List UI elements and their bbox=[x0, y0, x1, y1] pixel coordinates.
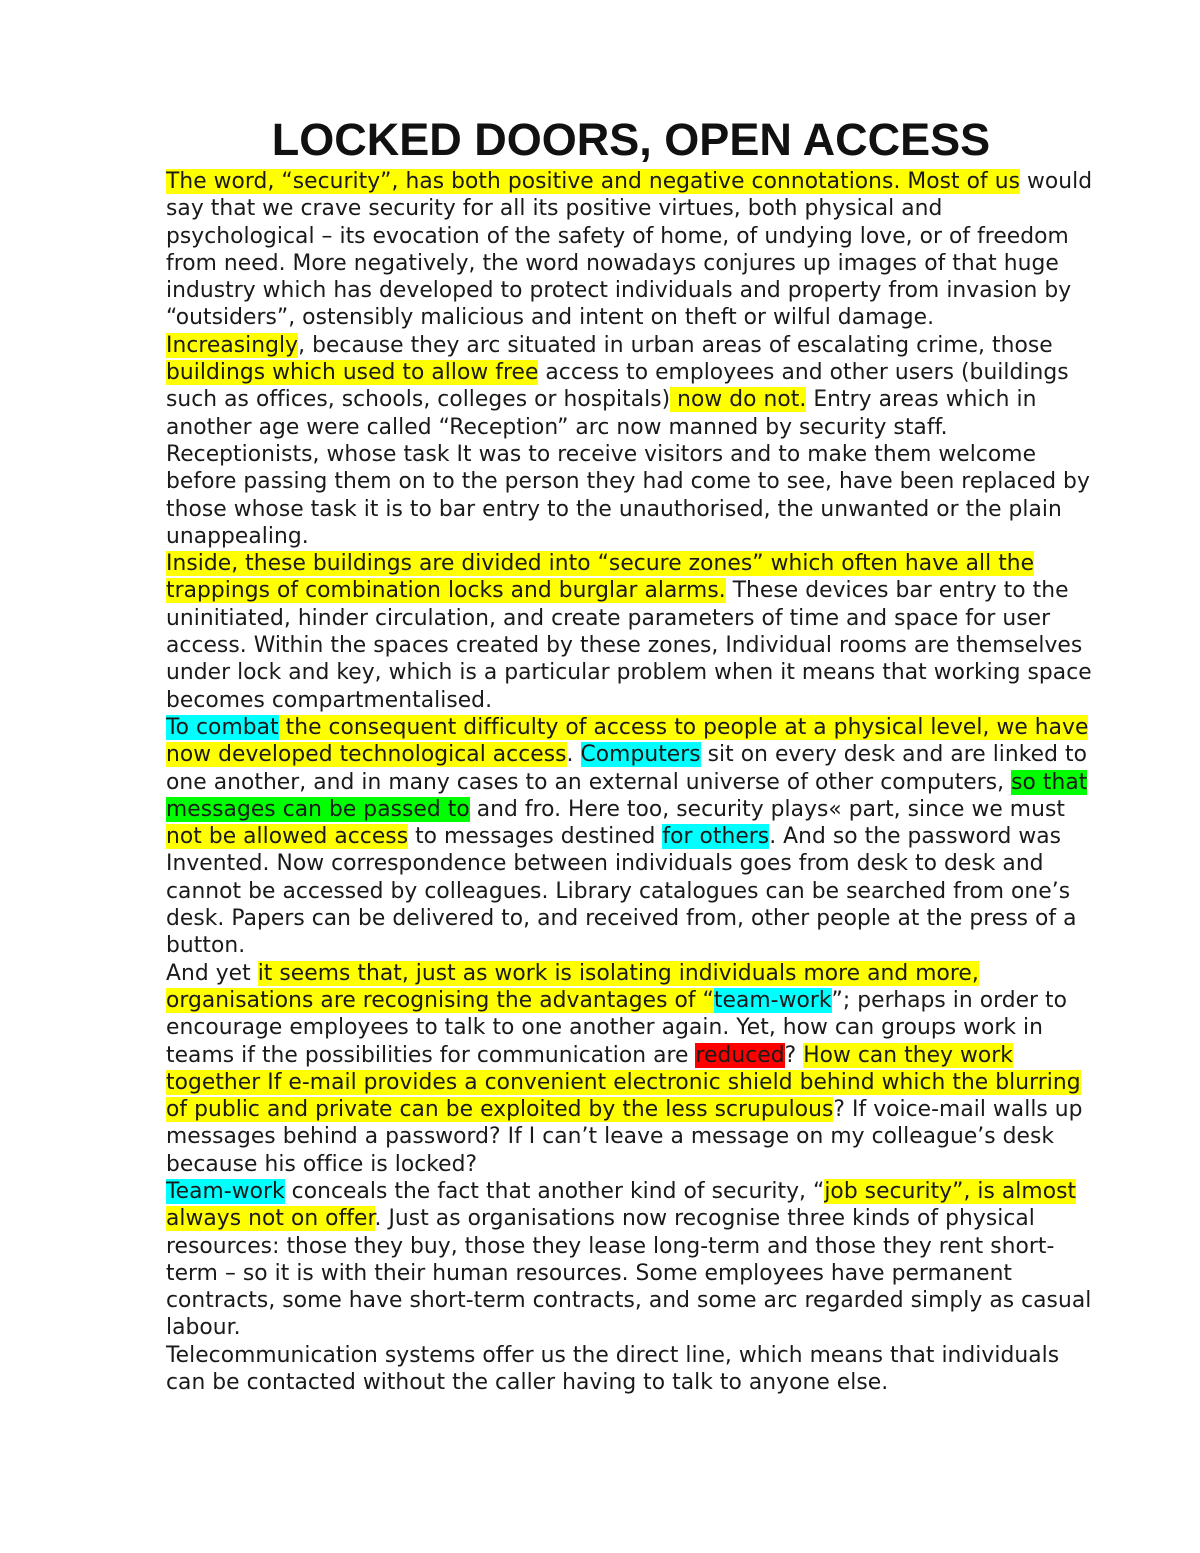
yellow-highlighted-text: The word, “security”, has both positive and negative connotations. Most of us bbox=[166, 169, 1020, 194]
red-highlighted-text: reduced bbox=[695, 1042, 785, 1068]
text-run: would say that we crave security for all its positive virtues, both physical and psychological – its evocation of the safety of home, of undying love, or of freedom from need. More negatively, the word nowadays conjures up images of that huge industry which has developed to protect individuals and property from invasion by “outsiders”, ostensibly malicious and intent on theft or wilful damage. bbox=[166, 169, 1093, 331]
document-title: LOCKED DOORS, OPEN ACCESS bbox=[271, 114, 991, 165]
paragraph bbox=[166, 960, 1096, 1178]
text-run: Telecommunication systems offer us the direct line, which means that individuals can be contacted without the caller having to talk to anyone else. bbox=[166, 1342, 1060, 1396]
text-run: to messages destined bbox=[408, 824, 663, 850]
cyan-highlighted-text: Team-work bbox=[166, 1178, 285, 1204]
text-run: These devices bar entry to the uninitiated, hinder circulation, and create parameters of time and space for user access. Within the spaces created by these zones, Individual rooms are themselves under lock and key, which is a particular problem when it means that working space becomes compartmentalised. bbox=[166, 578, 1092, 713]
cyan-highlighted-text: team-work bbox=[713, 987, 832, 1013]
paragraph bbox=[166, 1342, 1096, 1397]
paragraph bbox=[166, 1178, 1096, 1342]
cyan-highlighted-text: for others bbox=[662, 824, 770, 850]
paragraph bbox=[166, 550, 1096, 714]
yellow-highlighted-text: now do not. bbox=[670, 387, 807, 413]
cyan-highlighted-text: To combat bbox=[166, 714, 279, 740]
cyan-highlighted-text: Computers bbox=[580, 742, 701, 768]
text-run: . bbox=[566, 742, 581, 768]
yellow-highlighted-text: Increasingly bbox=[166, 332, 299, 358]
yellow-highlighted-text: the consequent difficulty of access to people at a physical level, we have now developed technological access bbox=[166, 714, 1089, 768]
yellow-highlighted-text: it seems that, just as work is isolating individuals more and more, organisations are recognising the advantages of “ bbox=[166, 960, 979, 1013]
document-page bbox=[166, 112, 1096, 1396]
text-run: sit on every desk and are linked to one another, and in many cases to an external universe of other computers, bbox=[166, 742, 1087, 795]
text-run: conceals the fact that another kind of security, “ bbox=[284, 1178, 825, 1204]
text-run: Entry areas which in another age were called “Reception” arc now manned by security staff. Receptionists, whose task It was to receive visitors and to make them welcome before passing them on to the person they had come to see, have been replaced by those whose task it is to bar entry to the unauthorised, the unwanted or the plain unappealing. bbox=[166, 387, 1090, 549]
yellow-highlighted-text: Inside, these buildings are divided into “secure zones” which often have all the trappings of combination locks and burglar alarms. bbox=[166, 551, 1035, 604]
text-run: ”; perhaps in order to encourage employees to talk to one another again. Yet, how can groups work in teams if the possibilities for communication are bbox=[166, 987, 1068, 1068]
yellow-highlighted-text: not be allowed access bbox=[166, 824, 409, 850]
yellow-highlighted-text: job security”, is almost always not on offer bbox=[166, 1178, 1077, 1232]
text-run: ? bbox=[784, 1042, 804, 1068]
paragraph bbox=[166, 332, 1096, 550]
text-run: . Just as organisations now recognise three kinds of physical resources: those they buy, those they lease long-term and those they rent short-term – so it is with their human resources. Some employees have permanent contracts, some have short-term contracts, and some arc regarded simply as casual labour. bbox=[166, 1206, 1092, 1341]
yellow-highlighted-text: How can they work together If e-mail provides a convenient electronic shield behind which the blurring of public and private can be exploited by the less scrupulous bbox=[166, 1042, 1081, 1123]
paragraph bbox=[166, 168, 1096, 332]
text-run: And yet bbox=[166, 960, 258, 986]
text-run: . And so the password was Invented. Now correspondence between individuals goes from desk to desk and cannot be accessed by colleagues. Library catalogues can be searched from one’s desk. Papers can be delivered to, and received from, other people at the press of a button. bbox=[166, 824, 1077, 959]
text-run: ? If voice-mail walls up messages behind a password? If I can’t leave a message on my colleague’s desk because his office is locked? bbox=[166, 1097, 1083, 1177]
document-body bbox=[166, 168, 1096, 1396]
text-run: , because they arc situated in urban areas of escalating crime, those bbox=[298, 332, 1053, 358]
paragraph bbox=[166, 714, 1096, 960]
text-run: and fro. Here too, security plays« part, since we must bbox=[469, 796, 1065, 822]
green-highlighted-text: so that messages can be passed to bbox=[166, 769, 1088, 822]
text-run: access to employees and other users (buildings such as offices, schools, colleges or hospitals) bbox=[166, 360, 1069, 413]
yellow-highlighted-text: buildings which used to allow free bbox=[166, 360, 539, 386]
